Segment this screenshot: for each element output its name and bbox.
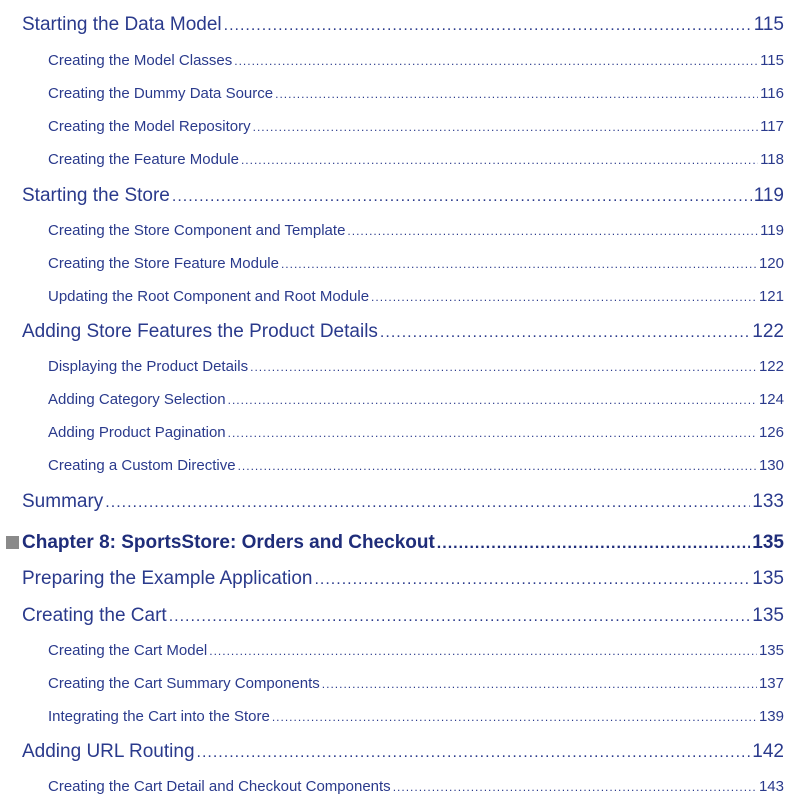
toc-entry-title: Creating the Model Classes [48, 52, 233, 69]
toc-entry-title: Creating a Custom Directive [48, 457, 236, 474]
dot-leader [250, 360, 757, 374]
toc-entry-page: 137 [758, 675, 784, 692]
dot-leader [393, 780, 757, 794]
toc-entry-title: Starting the Store [22, 185, 170, 206]
toc-entry-title: Preparing the Example Application [22, 568, 313, 589]
toc-entry-title [6, 532, 435, 554]
toc-entry-page: 118 [760, 151, 784, 168]
dot-leader [238, 459, 757, 473]
toc-entry-title: Displaying the Product Details [48, 358, 249, 375]
toc-entry-page: 139 [758, 708, 784, 725]
toc-subsection-entry[interactable] [48, 358, 784, 375]
toc-section-entry[interactable] [22, 321, 784, 343]
toc-subsection-entry[interactable] [48, 85, 784, 102]
toc-entry-page: 121 [758, 288, 784, 305]
dot-leader [172, 188, 752, 206]
toc-section-entry[interactable] [22, 491, 784, 513]
toc-entry-title: Adding URL Routing [22, 741, 195, 762]
toc-entry-page: 122 [752, 321, 784, 342]
toc-entry-title: Creating the Feature Module [48, 151, 239, 168]
toc-section-entry[interactable] [22, 568, 784, 590]
toc-subsection-entry[interactable] [48, 118, 784, 135]
toc-subsection-entry[interactable] [48, 708, 784, 725]
chapter-title: Chapter 8: SportsStore: Orders and Checkout [22, 532, 435, 553]
dot-leader [322, 677, 757, 691]
toc-section-entry[interactable] [22, 741, 784, 763]
toc-entry-page: 135 [752, 605, 784, 626]
toc-subsection-entry[interactable] [48, 391, 784, 408]
toc-entry-page: 142 [752, 741, 784, 762]
dot-leader [228, 426, 757, 440]
toc-subsection-entry[interactable] [48, 424, 784, 441]
toc-entry-page: 116 [760, 85, 784, 102]
dot-leader [197, 744, 751, 762]
dot-leader [272, 710, 757, 724]
toc-entry-title: Integrating the Cart into the Store [48, 708, 270, 725]
toc-entry-page: 122 [758, 358, 784, 375]
toc-entry-page: 126 [758, 424, 784, 441]
toc-entry-title: Starting the Data Model [22, 14, 222, 35]
toc-entry-title: Creating the Store Feature Module [48, 255, 279, 272]
toc-entry-title: Adding Product Pagination [48, 424, 226, 441]
dot-leader [380, 324, 750, 342]
dot-leader [241, 153, 758, 167]
toc-entry-page: 135 [752, 568, 784, 589]
toc-subsection-entry[interactable] [48, 288, 784, 305]
dot-leader [209, 644, 757, 658]
toc-subsection-entry[interactable] [48, 52, 784, 69]
toc-entry-page: 115 [753, 14, 784, 35]
toc-entry-title: Creating the Model Repository [48, 118, 251, 135]
toc-entry-title: Creating the Cart Model [48, 642, 208, 659]
toc-subsection-entry[interactable] [48, 255, 784, 272]
toc-entry-page: 124 [758, 391, 784, 408]
toc-subsection-entry[interactable] [48, 778, 784, 795]
dot-leader [371, 290, 757, 304]
toc-entry-page: 120 [758, 255, 784, 272]
chapter-marker-icon [6, 536, 19, 549]
toc-subsection-entry[interactable] [48, 675, 784, 692]
dot-leader [281, 257, 757, 271]
toc-entry-title: Creating the Cart Summary Components [48, 675, 320, 692]
dot-leader [105, 494, 750, 512]
toc-entry-page: 135 [752, 532, 784, 553]
toc-entry-title: Creating the Dummy Data Source [48, 85, 274, 102]
toc-subsection-entry[interactable] [48, 151, 784, 168]
toc-subsection-entry[interactable] [48, 457, 784, 474]
dot-leader [253, 120, 758, 134]
toc-entry-page: 143 [758, 778, 784, 795]
dot-leader [347, 224, 758, 238]
dot-leader [224, 17, 752, 35]
toc-entry-title: Summary [22, 491, 104, 512]
toc-entry-title: Adding Category Selection [48, 391, 226, 408]
dot-leader [275, 87, 758, 101]
toc-entry-title: Creating the Cart [22, 605, 167, 626]
dot-leader [314, 571, 750, 589]
dot-leader [234, 54, 758, 68]
toc-chapter-entry[interactable] [6, 532, 784, 554]
toc-entry-page: 115 [760, 52, 784, 69]
toc-entry-title: Creating the Cart Detail and Checkout Components [48, 778, 391, 795]
toc-entry-page: 130 [758, 457, 784, 474]
toc-entry-title: Creating the Store Component and Template [48, 222, 346, 239]
toc-entry-title: Adding Store Features the Product Details [22, 321, 378, 342]
toc-entry-page: 135 [758, 642, 784, 659]
dot-leader [228, 393, 757, 407]
toc-subsection-entry[interactable] [48, 222, 784, 239]
toc-subsection-entry[interactable] [48, 642, 784, 659]
dot-leader [169, 608, 751, 626]
dot-leader [437, 535, 751, 553]
toc-entry-page: 119 [753, 185, 784, 206]
toc-section-entry[interactable] [22, 14, 784, 36]
toc-section-entry[interactable] [22, 605, 784, 627]
toc-entry-page: 119 [760, 222, 784, 239]
toc-entry-page: 133 [752, 491, 784, 512]
toc-section-entry[interactable] [22, 185, 784, 207]
toc-entry-title: Updating the Root Component and Root Module [48, 288, 370, 305]
toc-entry-page: 117 [760, 118, 784, 135]
